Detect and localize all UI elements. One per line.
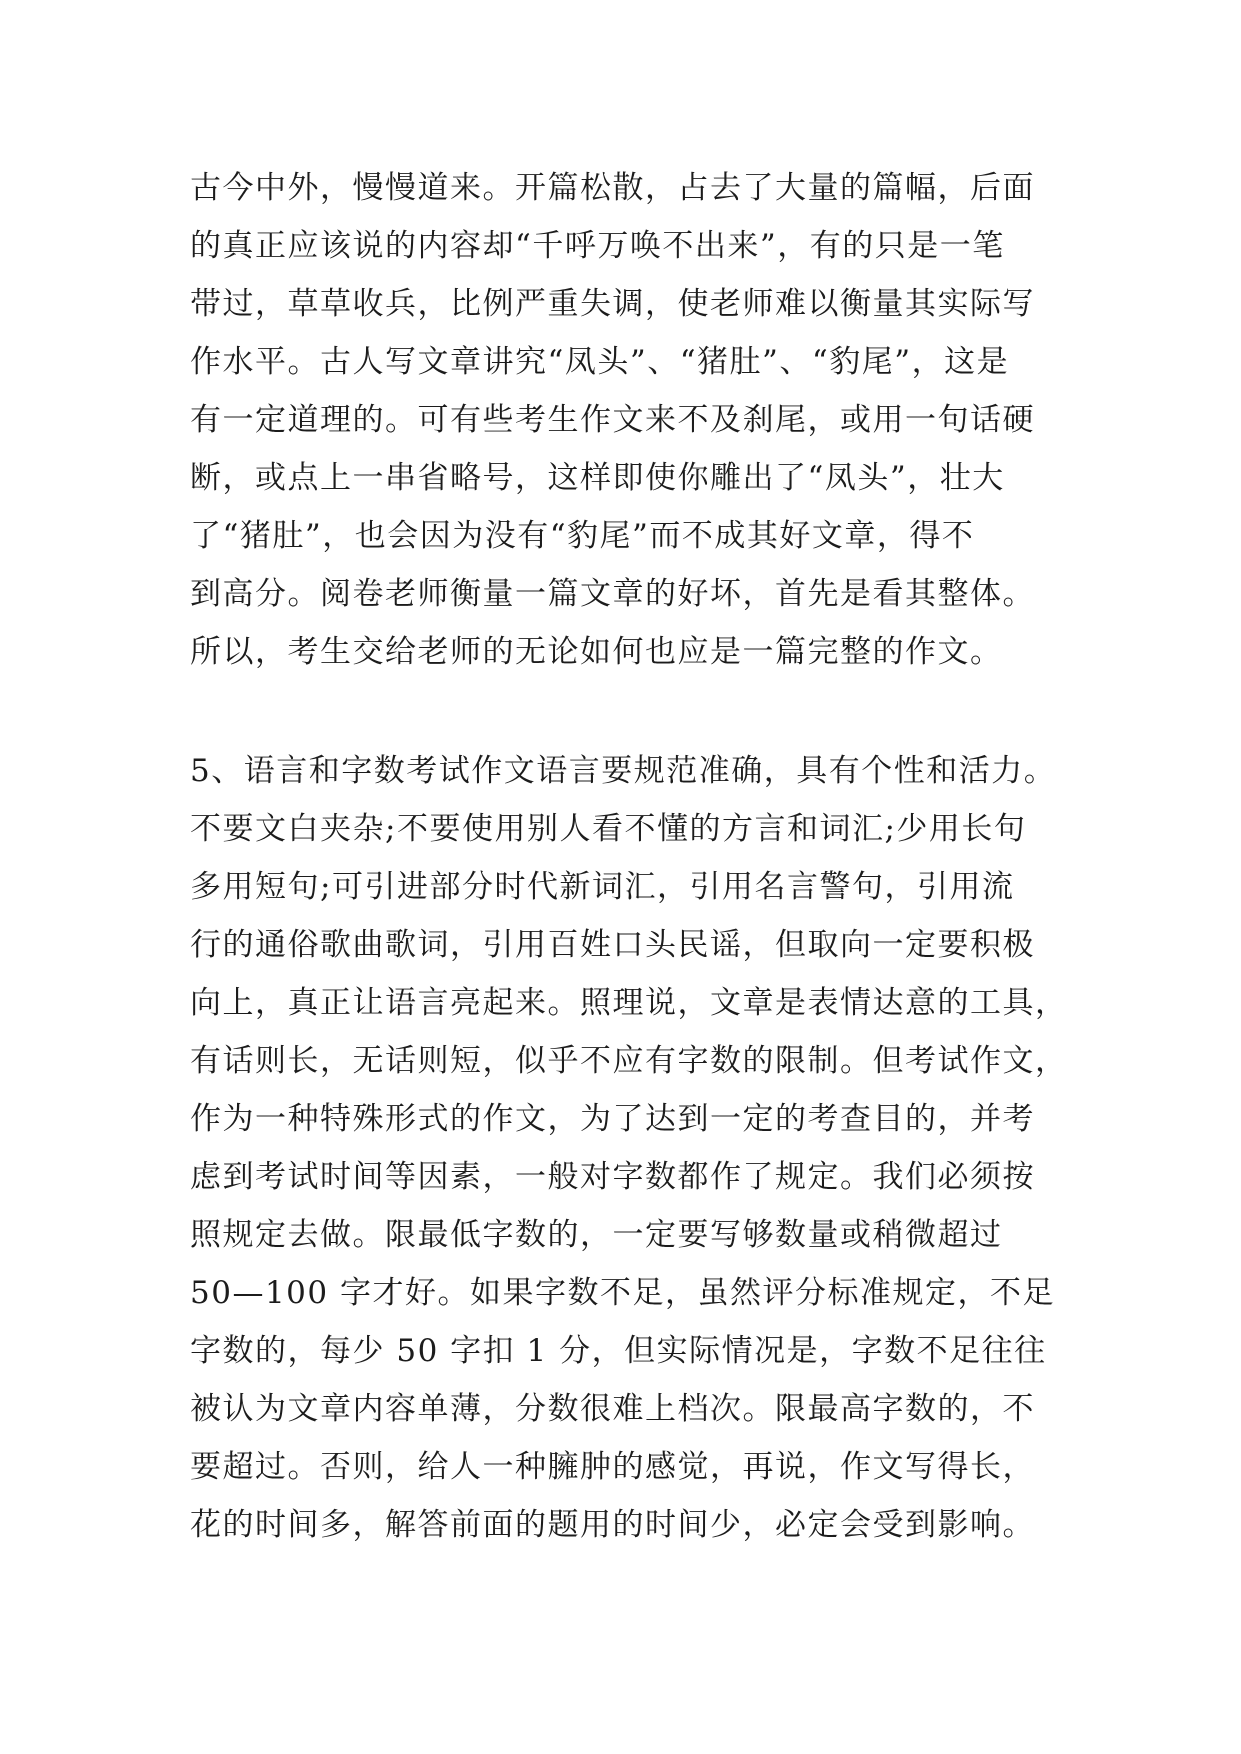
- paragraph-1-line-8: 到高分。阅卷老师衡量一篇文章的好坏，首先是看其整体。: [190, 576, 1035, 612]
- paragraph-1-line-7: 了“猪肚”，也会因为没有“豹尾”而不成其好文章，得不: [190, 518, 975, 554]
- paragraph-1-line-5: 有一定道理的。可有些考生作文来不及刹尾，或用一句话硬: [190, 402, 1035, 438]
- paragraph-2-line-4: 行的通俗歌曲歌词，引用百姓口头民谣，但取向一定要积极: [190, 927, 1035, 963]
- paragraph-1-line-3: 带过，草草收兵，比例严重失调，使老师难以衡量其实际写: [190, 286, 1035, 322]
- paragraph-1-line-2: 的真正应该说的内容却“千呼万唤不出来”，有的只是一笔: [190, 228, 1005, 264]
- paragraph-2-line-5: 向上，真正让语言亮起来。照理说，文章是表情达意的工具，: [190, 985, 1068, 1021]
- paragraph-2-line-8: 虑到考试时间等因素，一般对字数都作了规定。我们必须按: [190, 1159, 1035, 1195]
- paragraph-2-line-3: 多用短句;可引进部分时代新词汇，引用名言警句，引用流: [190, 869, 1015, 905]
- paragraph-2-line-6: 有话则长，无话则短，似乎不应有字数的限制。但考试作文，: [190, 1043, 1068, 1079]
- paragraph-1-line-1: 古今中外，慢慢道来。开篇松散，占去了大量的篇幅，后面: [190, 170, 1035, 206]
- paragraph-2-line-11: 字数的，每少 50 字扣 1 分，但实际情况是，字数不足往往: [190, 1333, 1047, 1369]
- paragraph-2-line-13: 要超过。否则，给人一种臃肿的感觉，再说，作文写得长，: [190, 1449, 1035, 1485]
- paragraph-2-line-12: 被认为文章内容单薄，分数很难上档次。限最高字数的，不: [190, 1391, 1035, 1427]
- paragraph-1-line-6: 断，或点上一串省略号，这样即使你雕出了“凤头”，壮大: [190, 460, 1005, 496]
- paragraph-2-line-10: 50—100 字才好。如果字数不足，虽然评分标准规定，不足: [190, 1275, 1055, 1311]
- paragraph-1-line-4: 作水平。古人写文章讲究“凤头”、“猪肚”、“豹尾”，这是: [190, 344, 1010, 380]
- paragraph-1-line-9: 所以，考生交给老师的无论如何也应是一篇完整的作文。: [190, 634, 1003, 670]
- paragraph-2-line-7: 作为一种特殊形式的作文，为了达到一定的考查目的，并考: [190, 1101, 1035, 1137]
- paragraph-2-line-1: 5、语言和字数考试作文语言要规范准确，具有个性和活力。: [190, 753, 1057, 789]
- paragraph-2-line-9: 照规定去做。限最低字数的，一定要写够数量或稍微超过: [190, 1217, 1003, 1253]
- paragraph-2-line-2: 不要文白夹杂;不要使用别人看不懂的方言和词汇;少用长句: [190, 811, 1027, 847]
- paragraph-2-line-14: 花的时间多，解答前面的题用的时间少，必定会受到影响。: [190, 1507, 1035, 1543]
